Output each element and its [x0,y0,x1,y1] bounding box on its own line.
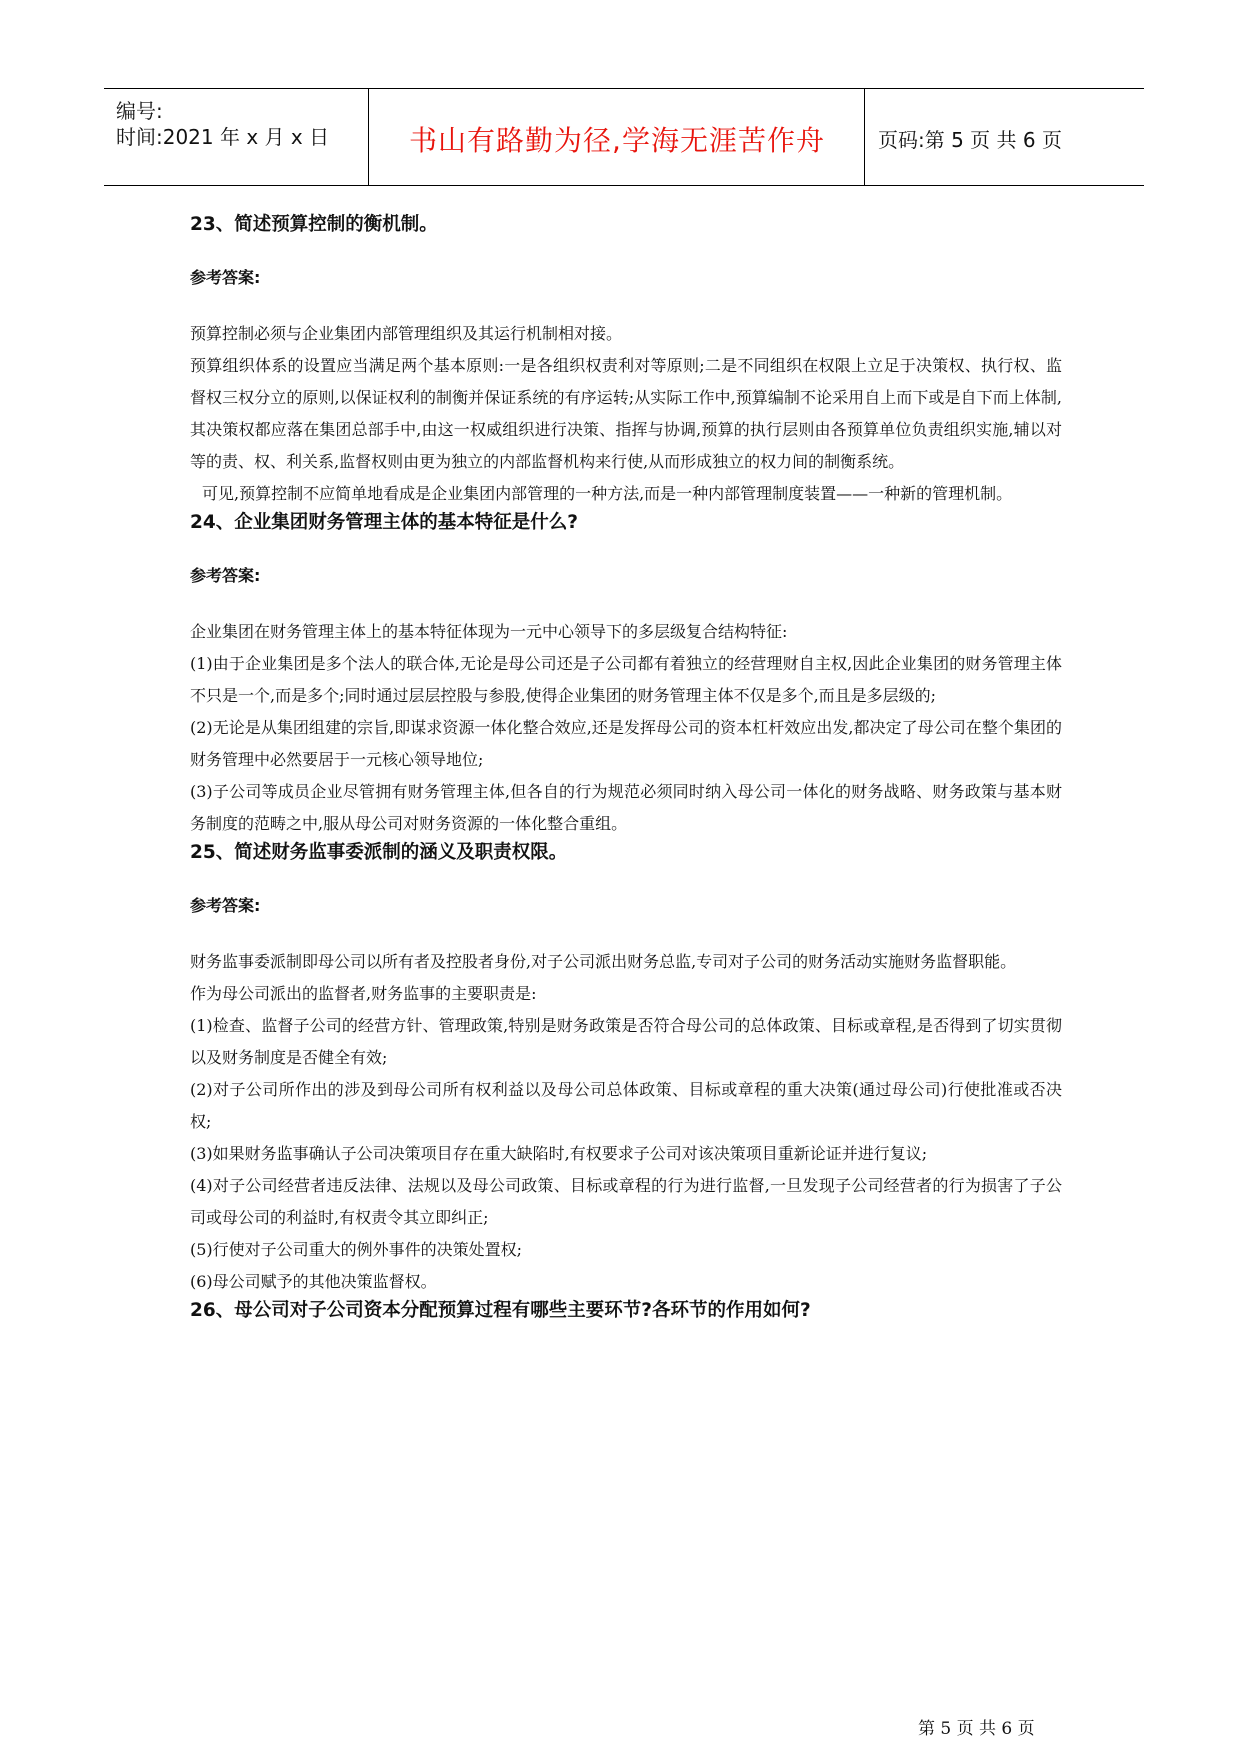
header-meta-cell [104,89,369,185]
header-page-cell [866,89,1144,185]
answer-paragraph: (3)子公司等成员企业尽管拥有财务管理主体,但各自的行为规范必须同时纳入母公司一体化的财务战略、财务政策与基本财务制度的范畴之中,服从母公司对财务资源的一体化整合重组。 [190,782,1062,833]
answer-label: 参考答案: [190,566,261,585]
answer-paragraph: 财务监事委派制即母公司以所有者及控股者身份,对子公司派出财务总监,专司对子公司的财务活动实施财务监督职能。 [190,952,1017,971]
answer-paragraph: 预算组织体系的设置应当满足两个基本原则:一是各组织权责利对等原则;二是不同组织在权限上立足于决策权、执行权、监督权三权分立的原则,以保证权利的制衡并保证系统的有序运转;从实际工作中,预算编制不论采用自上而下或是自下而上体制,其决策权都应落在集团总部手中,由这一权威组织进行决策、指挥与协调,预算的执行层则由各预算单位负责组织实施,辅以对等的责、权、利关系,监督权则由更为独立的内部监督机构来行使,从而形成独立的权力间的制衡系统。 [190,356,1062,471]
header-motto: 书山有路勤为径,学海无涯苦作舟 [409,124,825,157]
answer-paragraph: (6)母公司赋予的其他决策监督权。 [190,1272,437,1291]
answer-label: 参考答案: [190,896,261,915]
page-header [104,88,1144,186]
answer-paragraph: (1)由于企业集团是多个法人的联合体,无论是母公司还是子公司都有着独立的经营理财自主权,因此企业集团的财务管理主体不只是一个,而是多个;同时通过层层控股与参股,使得企业集团的财务管理主体不仅是多个,而且是多层级的; [190,654,1062,705]
answer-paragraph: 可见,预算控制不应简单地看成是企业集团内部管理的一种方法,而是一种内部管理制度装置——一种新的管理机制。 [202,484,1013,503]
question-heading: 24、企业集团财务管理主体的基本特征是什么? [190,512,578,533]
document-code-label: 编号: [116,99,163,123]
answer-paragraph: (5)行使对子公司重大的例外事件的决策处置权; [190,1240,523,1259]
document-body [190,212,1062,1324]
question-heading: 25、简述财务监事委派制的涵义及职责权限。 [190,842,568,863]
question-heading: 26、母公司对子公司资本分配预算过程有哪些主要环节?各环节的作用如何? [190,1300,811,1321]
question-heading: 23、简述预算控制的衡机制。 [190,214,438,235]
header-motto-cell [370,89,865,185]
answer-paragraph: 作为母公司派出的监督者,财务监事的主要职责是: [190,984,537,1003]
answer-paragraph: (2)无论是从集团组建的宗旨,即谋求资源一体化整合效应,还是发挥母公司的资本杠杆效应出发,都决定了母公司在整个集团的财务管理中必然要居于一元核心领导地位; [190,718,1062,769]
page-footer: 第 5 页 共 6 页 [918,1719,1035,1739]
answer-paragraph: (1)检查、监督子公司的经营方针、管理政策,特别是财务政策是否符合母公司的总体政策、目标或章程,是否得到了切实贯彻以及财务制度是否健全有效; [190,1016,1062,1067]
answer-paragraph: 预算控制必须与企业集团内部管理组织及其运行机制相对接。 [190,324,623,343]
answer-paragraph: (2)对子公司所作出的涉及到母公司所有权利益以及母公司总体政策、目标或章程的重大决策(通过母公司)行使批准或否决权; [190,1080,1062,1131]
answer-paragraph: (3)如果财务监事确认子公司决策项目存在重大缺陷时,有权要求子公司对该决策项目重新论证并进行复议; [190,1144,928,1163]
header-page-info: 页码:第 5 页 共 6 页 [878,128,1062,152]
answer-paragraph: (4)对子公司经营者违反法律、法规以及母公司政策、目标或章程的行为进行监督,一旦发现子公司经营者的行为损害了子公司或母公司的利益时,有权责令其立即纠正; [190,1176,1062,1227]
answer-label: 参考答案: [190,268,261,287]
answer-paragraph: 企业集团在财务管理主体上的基本特征体现为一元中心领导下的多层级复合结构特征: [190,622,788,641]
document-time-label: 时间:2021 年 x 月 x 日 [116,125,330,149]
